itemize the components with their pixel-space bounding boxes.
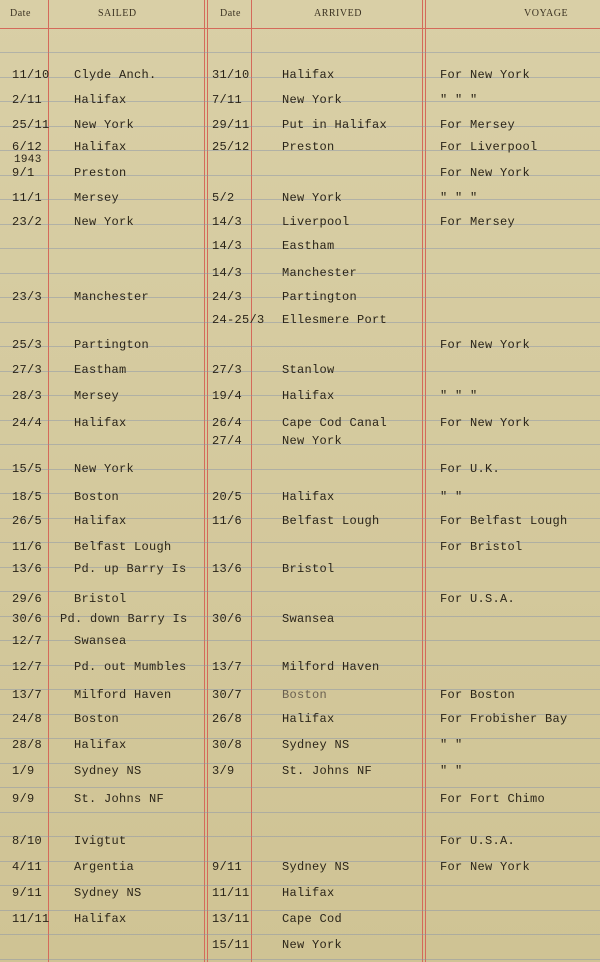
sailed-date: 28/8 bbox=[12, 738, 43, 752]
sailed-date: 25/3 bbox=[12, 338, 43, 352]
voyage-note: For Mersey bbox=[440, 118, 516, 132]
sailed-date: 27/3 bbox=[12, 363, 43, 377]
arrived-date: 11/11 bbox=[212, 886, 250, 900]
arrived-port: Ellesmere Port bbox=[282, 313, 388, 327]
sailed-port: Halifax bbox=[74, 416, 127, 430]
sailed-port: Swansea bbox=[74, 634, 127, 648]
sailed-port: Halifax bbox=[74, 140, 127, 154]
voyage-note: For U.S.A. bbox=[440, 834, 516, 848]
sailed-date: 13/7 bbox=[12, 688, 43, 702]
arrived-port: Halifax bbox=[282, 886, 335, 900]
sailed-port: Boston bbox=[74, 712, 120, 726]
sailed-date: 29/6 bbox=[12, 592, 43, 606]
arrived-port: Bristol bbox=[282, 562, 335, 576]
sailed-date: 24/8 bbox=[12, 712, 43, 726]
arrived-date: 20/5 bbox=[212, 490, 243, 504]
voyage-note: For U.K. bbox=[440, 462, 501, 476]
sailed-port: New York bbox=[74, 118, 135, 132]
voyage-note: " " bbox=[440, 738, 463, 752]
arrived-port: Partington bbox=[282, 290, 358, 304]
header-date-arrived: Date bbox=[220, 8, 241, 19]
arrived-port: Sydney NS bbox=[282, 738, 350, 752]
sailed-port: Pd. up Barry Is bbox=[74, 562, 187, 576]
voyage-note: " " " bbox=[440, 389, 478, 403]
arrived-date: 3/9 bbox=[212, 764, 235, 778]
sailed-port: Mersey bbox=[74, 191, 120, 205]
voyage-note: For Boston bbox=[440, 688, 516, 702]
arrived-port: Sydney NS bbox=[282, 860, 350, 874]
sailed-date: 26/5 bbox=[12, 514, 43, 528]
arrived-date: 30/7 bbox=[212, 688, 243, 702]
sailed-date: 11/11 bbox=[12, 912, 50, 926]
voyage-note: For Mersey bbox=[440, 215, 516, 229]
arrived-date: 27/4 bbox=[212, 434, 243, 448]
header-sailed: SAILED bbox=[98, 8, 137, 19]
arrived-port: Eastham bbox=[282, 239, 335, 253]
arrived-port: Manchester bbox=[282, 266, 358, 280]
sailed-date: 8/10 bbox=[12, 834, 43, 848]
ruled-line bbox=[0, 934, 600, 935]
header-date-sailed: Date bbox=[10, 8, 31, 19]
sailed-port: Pd. out Mumbles bbox=[74, 660, 187, 674]
arrived-port: Cape Cod Canal bbox=[282, 416, 388, 430]
arrived-date: 9/11 bbox=[212, 860, 243, 874]
sailed-date: 9/9 bbox=[12, 792, 35, 806]
voyage-note: For New York bbox=[440, 166, 531, 180]
sailed-port: Sydney NS bbox=[74, 764, 142, 778]
sailed-port: Clyde Anch. bbox=[74, 68, 157, 82]
year-annotation: 1943 bbox=[14, 154, 42, 166]
voyage-note: For Liverpool bbox=[440, 140, 538, 154]
sailed-port: Boston bbox=[74, 490, 120, 504]
arrived-date: 5/2 bbox=[212, 191, 235, 205]
voyage-note: For Frobisher Bay bbox=[440, 712, 568, 726]
arrived-date: 19/4 bbox=[212, 389, 243, 403]
sailed-date: 23/2 bbox=[12, 215, 43, 229]
sailed-port: Milford Haven bbox=[74, 688, 172, 702]
sailed-date: 18/5 bbox=[12, 490, 43, 504]
arrived-date: 30/8 bbox=[212, 738, 243, 752]
arrived-port: New York bbox=[282, 434, 343, 448]
arrived-date: 30/6 bbox=[212, 612, 243, 626]
sailed-port: Argentia bbox=[74, 860, 135, 874]
sailed-port: Halifax bbox=[74, 912, 127, 926]
sailed-port: Manchester bbox=[74, 290, 150, 304]
arrived-date: 13/6 bbox=[212, 562, 243, 576]
arrived-port: Swansea bbox=[282, 612, 335, 626]
voyage-note: For New York bbox=[440, 338, 531, 352]
header-arrived: ARRIVED bbox=[314, 8, 362, 19]
voyage-note: " " bbox=[440, 764, 463, 778]
arrived-date: 31/10 bbox=[212, 68, 250, 82]
sailed-port: Halifax bbox=[74, 738, 127, 752]
sailed-port: Preston bbox=[74, 166, 127, 180]
sailed-date: 30/6 bbox=[12, 612, 43, 626]
sailed-date: 9/11 bbox=[12, 886, 43, 900]
arrived-date: 26/4 bbox=[212, 416, 243, 430]
ruled-line bbox=[0, 52, 600, 53]
voyage-note: For New York bbox=[440, 860, 531, 874]
header-rule bbox=[0, 28, 600, 29]
sailed-port: Belfast Lough bbox=[74, 540, 172, 554]
sailed-port: Sydney NS bbox=[74, 886, 142, 900]
ruled-line bbox=[0, 910, 600, 911]
sailed-date: 11/1 bbox=[12, 191, 43, 205]
sailed-date: 1/9 bbox=[12, 764, 35, 778]
voyage-note: " " " bbox=[440, 191, 478, 205]
header-voyage: VOYAGE bbox=[524, 8, 569, 19]
column-divider bbox=[204, 0, 208, 962]
sailed-port: St. Johns NF bbox=[74, 792, 165, 806]
arrived-port: Halifax bbox=[282, 490, 335, 504]
sailed-date: 2/11 bbox=[12, 93, 43, 107]
voyage-note: For Bristol bbox=[440, 540, 523, 554]
sailed-port: Ivigtut bbox=[74, 834, 127, 848]
arrived-port: Stanlow bbox=[282, 363, 335, 377]
arrived-date: 29/11 bbox=[212, 118, 250, 132]
sailed-port: Partington bbox=[74, 338, 150, 352]
arrived-date: 24-25/3 bbox=[212, 313, 265, 327]
voyage-note: For New York bbox=[440, 68, 531, 82]
arrived-date: 14/3 bbox=[212, 239, 243, 253]
voyage-note: For Fort Chimo bbox=[440, 792, 546, 806]
sailed-date: 12/7 bbox=[12, 660, 43, 674]
sailed-port: Bristol bbox=[74, 592, 127, 606]
arrived-date: 24/3 bbox=[212, 290, 243, 304]
voyage-note: For U.S.A. bbox=[440, 592, 516, 606]
column-divider bbox=[251, 0, 252, 962]
column-divider bbox=[48, 0, 49, 962]
arrived-port: Halifax bbox=[282, 712, 335, 726]
voyage-note: " " bbox=[440, 490, 463, 504]
sailed-date: 25/11 bbox=[12, 118, 50, 132]
sailed-port: Halifax bbox=[74, 514, 127, 528]
sailed-date: 23/3 bbox=[12, 290, 43, 304]
arrived-port: New York bbox=[282, 938, 343, 952]
voyage-note: For New York bbox=[440, 416, 531, 430]
arrived-port: Put in Halifax bbox=[282, 118, 388, 132]
arrived-port: Cape Cod bbox=[282, 912, 343, 926]
sailed-date: 28/3 bbox=[12, 389, 43, 403]
sailed-date: 15/5 bbox=[12, 462, 43, 476]
voyage-note: For Belfast Lough bbox=[440, 514, 568, 528]
arrived-date: 11/6 bbox=[212, 514, 243, 528]
arrived-port: Milford Haven bbox=[282, 660, 380, 674]
sailed-port: Eastham bbox=[74, 363, 127, 377]
sailed-date: 4/11 bbox=[12, 860, 43, 874]
arrived-date: 7/11 bbox=[212, 93, 243, 107]
column-divider bbox=[422, 0, 426, 962]
arrived-date: 14/3 bbox=[212, 215, 243, 229]
arrived-port: Preston bbox=[282, 140, 335, 154]
arrived-port: New York bbox=[282, 93, 343, 107]
voyage-note: " " " bbox=[440, 93, 478, 107]
sailed-port: Pd. down Barry Is bbox=[60, 612, 188, 626]
sailed-date: 6/12 bbox=[12, 140, 43, 154]
arrived-port: St. Johns NF bbox=[282, 764, 373, 778]
sailed-date: 9/1 bbox=[12, 166, 35, 180]
arrived-date: 27/3 bbox=[212, 363, 243, 377]
sailed-port: Mersey bbox=[74, 389, 120, 403]
sailed-date: 12/7 bbox=[12, 634, 43, 648]
arrived-port: Belfast Lough bbox=[282, 514, 380, 528]
arrived-date: 13/11 bbox=[212, 912, 250, 926]
sailed-date: 13/6 bbox=[12, 562, 43, 576]
arrived-port: Liverpool bbox=[282, 215, 350, 229]
sailed-port: New York bbox=[74, 215, 135, 229]
arrived-port: Halifax bbox=[282, 389, 335, 403]
arrived-date: 25/12 bbox=[212, 140, 250, 154]
arrived-port: New York bbox=[282, 191, 343, 205]
arrived-date: 15/11 bbox=[212, 938, 250, 952]
arrived-date: 14/3 bbox=[212, 266, 243, 280]
ruled-line bbox=[0, 812, 600, 813]
sailed-port: Halifax bbox=[74, 93, 127, 107]
arrived-date: 26/8 bbox=[212, 712, 243, 726]
arrived-date: 13/7 bbox=[212, 660, 243, 674]
ruled-line bbox=[0, 787, 600, 788]
sailed-date: 11/6 bbox=[12, 540, 43, 554]
sailed-date: 24/4 bbox=[12, 416, 43, 430]
ruled-line bbox=[0, 959, 600, 960]
sailed-port: New York bbox=[74, 462, 135, 476]
sailed-date: 11/10 bbox=[12, 68, 50, 82]
arrived-port: Halifax bbox=[282, 68, 335, 82]
arrived-port: Boston bbox=[282, 688, 328, 702]
